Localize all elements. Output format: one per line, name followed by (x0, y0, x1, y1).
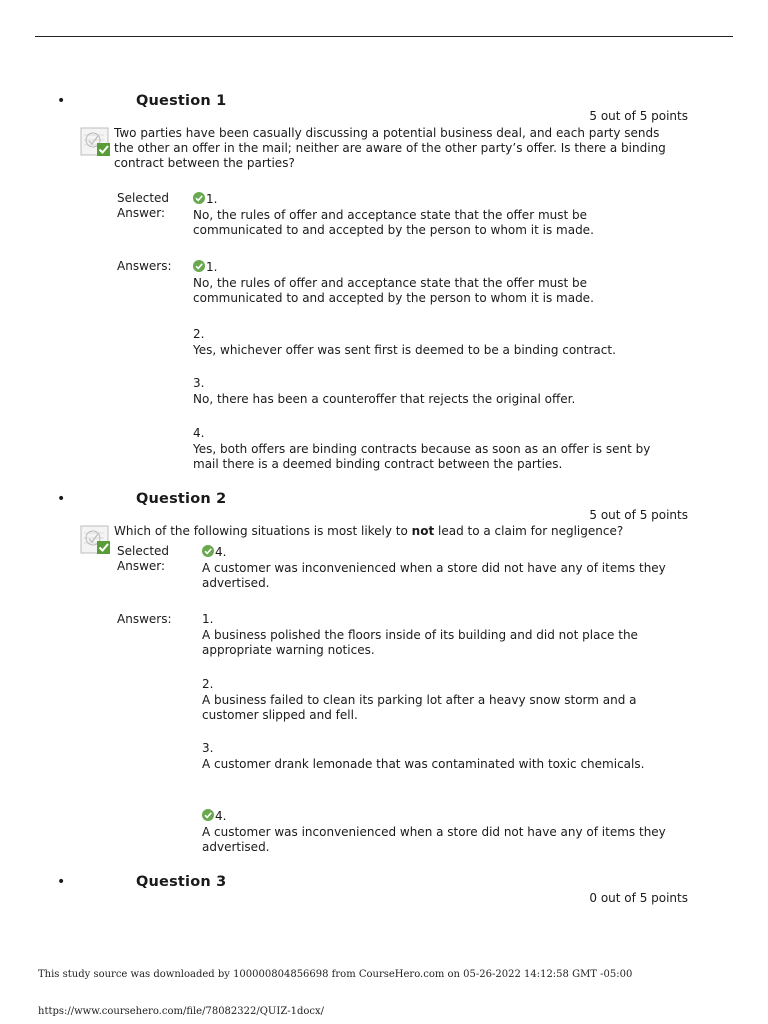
question-title: Question 3 (136, 874, 227, 890)
correct-check-icon (193, 192, 205, 204)
answer-label-line: Answer: (117, 559, 166, 573)
answer-label-line: Answer: (117, 206, 166, 220)
selected-label-line: Selected (117, 191, 170, 205)
answer-option (193, 376, 663, 407)
answer-text: A business failed to clean its parking lot after a heavy snow storm and a customer slipped and fell. (202, 692, 637, 722)
answer-text: Yes, whichever offer was sent first is deemed to be a binding contract. (193, 342, 616, 357)
question-text (114, 524, 674, 539)
answer-number: 1. (202, 612, 214, 626)
answer-option (193, 327, 663, 358)
bullet: • (57, 93, 66, 109)
selected-answer-label (117, 544, 187, 574)
source-url[interactable]: https://www.coursehero.com/file/78082322/QUIZ-1docx/ (38, 1006, 325, 1017)
answer-number: 2. (202, 677, 214, 691)
selected-answer (193, 192, 663, 239)
answer-text: A customer was inconvenienced when a store did not have any of items they advertised. (202, 824, 666, 854)
bullet: • (57, 491, 66, 507)
answer-option (202, 809, 672, 856)
question-text-part: Which of the following situations is most likely to (114, 524, 412, 538)
answer-option (202, 677, 672, 724)
answer-number: 1. (206, 192, 218, 206)
answer-number: 2. (193, 327, 205, 341)
answer-number: 4. (215, 545, 227, 559)
question-title: Question 1 (136, 93, 227, 109)
question-points: 5 out of 5 points (589, 508, 688, 522)
correct-check-icon (193, 260, 205, 272)
question-points: 5 out of 5 points (589, 109, 688, 123)
top-divider (35, 36, 733, 37)
answer-option (202, 612, 672, 659)
answer-option (193, 260, 663, 307)
selected-answer-label (117, 191, 187, 221)
graded-correct-icon (80, 524, 112, 556)
answer-text: Yes, both offers are binding contracts because as soon as an offer is sent by mail there is a deemed binding contract between the parties. (193, 441, 651, 471)
answers-label: Answers: (117, 259, 172, 273)
answer-text: No, there has been a counteroffer that rejects the original offer. (193, 391, 576, 406)
selected-answer (202, 545, 672, 592)
answer-option (193, 426, 663, 473)
answer-number: 3. (193, 376, 205, 390)
download-notice: This study source was downloaded by 100000804856698 from CourseHero.com on 05-26-2022 14:12:58 GMT -05:00 (38, 969, 633, 980)
question-text-part: lead to a claim for negligence? (434, 524, 624, 538)
question-text: Two parties have been casually discussing a potential business deal, and each party sends the other an offer in the mail; neither are aware of the other party’s offer. Is there a binding contract between the parties? (114, 126, 666, 170)
correct-check-icon (202, 809, 214, 821)
graded-correct-icon (80, 126, 112, 158)
answer-text: No, the rules of offer and acceptance state that the offer must be communicated to and accepted by the person to whom it is made. (193, 207, 594, 237)
question-text-emphasis: not (411, 524, 435, 538)
answers-label: Answers: (117, 612, 172, 626)
answer-number: 4. (215, 809, 227, 823)
question-points: 0 out of 5 points (589, 891, 688, 905)
question-title: Question 2 (136, 491, 227, 507)
correct-check-icon (202, 545, 214, 557)
answer-number: 4. (193, 426, 205, 440)
bullet: • (57, 874, 66, 890)
answer-text: A business polished the floors inside of its building and did not place the appropriate warning notices. (202, 627, 638, 657)
answer-number: 1. (206, 260, 218, 274)
answer-option (202, 741, 672, 772)
answer-text: A customer drank lemonade that was contaminated with toxic chemicals. (202, 756, 645, 771)
answer-text: No, the rules of offer and acceptance state that the offer must be communicated to and accepted by the person to whom it is made. (193, 275, 594, 305)
answer-text: A customer was inconvenienced when a store did not have any of items they advertised. (202, 560, 666, 590)
selected-label-line: Selected (117, 544, 170, 558)
answer-number: 3. (202, 741, 214, 755)
